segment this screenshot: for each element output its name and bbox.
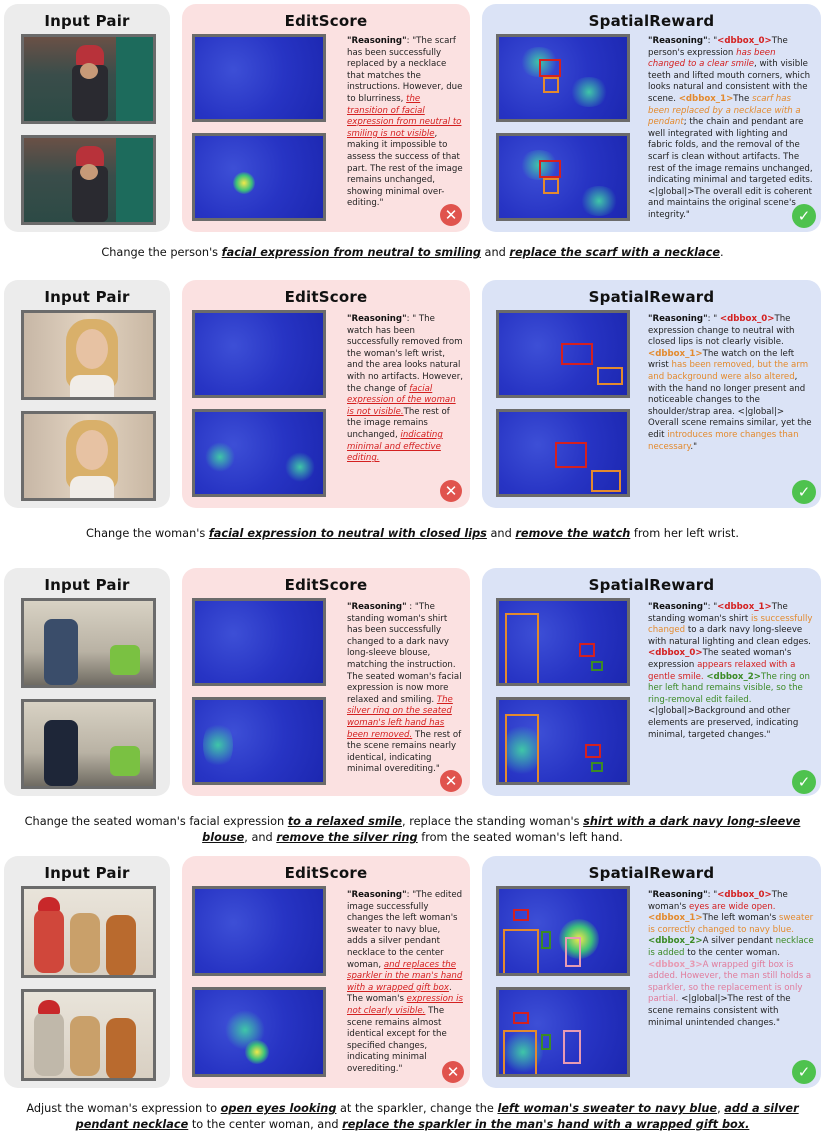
bbox-3 xyxy=(565,937,581,967)
panel-title: Input Pair xyxy=(44,288,130,306)
panel-title: Input Pair xyxy=(44,576,130,594)
text-segment: A silver pendant xyxy=(702,936,776,947)
text-segment: The person's expression xyxy=(648,36,788,58)
bbox-1 xyxy=(597,367,623,385)
bbox-0 xyxy=(539,160,561,178)
bbox-2 xyxy=(591,661,603,671)
editscore-reasoning: "Reasoning": "The edited image successfully changes the left woman's sweater to navy blue, adds a silver pendant necklace to the center woman, and replaces the sparkler in the man's hand with a wrapped gift box. The woman's expression is not clearly visible. The scene remains almost identical except for the specified changes, indicating minimal overediting." xyxy=(347,890,463,1074)
editscore-panel xyxy=(182,568,470,796)
bbox-1 xyxy=(503,1030,537,1076)
heatmap-edited xyxy=(496,697,630,785)
text-segment: from her left wrist. xyxy=(630,527,739,540)
text-segment: The silver ring on the seated woman's left hand has been removed. xyxy=(347,694,453,740)
text-segment: <dbbox_1> xyxy=(717,602,772,612)
bbox-2 xyxy=(591,762,603,772)
spatialreward-reasoning: "Reasoning": "<dbbox_0>The woman's eyes are wide open. <dbbox_1>The left woman's sweater is correctly changed to navy blue. <dbbox_2>A silver pendant necklace is added to the center woman. <dbbox_3>A wrapped gift box is added. However, the man still holds a sparkler, so the replacement is only partial. <|global|>The rest of the scene remains consistent with minimal unintended changes." xyxy=(648,890,814,1028)
reasoning-key: "Reasoning" xyxy=(347,36,407,46)
text-segment: <dbbox_2> xyxy=(706,671,761,682)
cross-icon: ✕ xyxy=(440,770,462,792)
panel-title: SpatialReward xyxy=(588,576,715,594)
panel-title: EditScore xyxy=(284,288,368,306)
text-segment: "The standing woman's shirt has been successfully changed to a dark navy long-sleeve blouse, matching the instruction. The seated woman's facial expression is now more relaxed and smiling. xyxy=(347,602,462,705)
panel-title: EditScore xyxy=(284,864,368,882)
cross-icon: ✕ xyxy=(440,480,462,502)
text-segment: at the sparkler, change the xyxy=(336,1102,498,1115)
input-pair-panel xyxy=(4,4,170,232)
bbox-0 xyxy=(555,442,587,468)
text-segment: shirt with a dark navy long-sleeve blouse xyxy=(202,815,801,844)
panel-title: EditScore xyxy=(284,12,368,30)
text-segment: The woman's xyxy=(648,890,788,912)
heatmap-original xyxy=(192,886,326,976)
panel-title: Input Pair xyxy=(44,12,130,30)
text-segment: sweater is correctly changed to navy blue. xyxy=(648,913,814,935)
text-segment: necklace is added xyxy=(648,936,814,958)
editscore-reasoning: "Reasoning" : "The standing woman's shirt has been successfully changed to a dark navy long-sleeve blouse, matching the instruction. The seated woman's facial expression is now more relaxed and smiling. The silver ring on the seated woman's left hand has been removed. The rest of the scene remains nearly identical, indicating minimal overediting." xyxy=(347,602,462,775)
text-segment: The ring on her left hand remains visible, so the ring-removal edit failed. xyxy=(648,671,810,705)
heatmap-original xyxy=(192,310,326,398)
text-segment: <|global|>The rest of the scene remains consistent with minimal unintended changes." xyxy=(648,994,791,1028)
input-pair-panel xyxy=(4,568,170,796)
bbox-2 xyxy=(541,1034,551,1050)
heatmap-original xyxy=(496,886,630,976)
text-segment: , and xyxy=(244,831,277,844)
input-pair-panel xyxy=(4,856,170,1088)
text-segment: Change the person's xyxy=(101,246,222,259)
text-segment: has been removed, but the arm and background were also altered xyxy=(648,360,809,382)
text-segment: " The watch has been successfully removed from the woman's left wrist, and the area looks natural with no artifacts. However, the change of xyxy=(347,314,463,394)
input-image-original xyxy=(21,886,156,978)
heatmap-original xyxy=(192,34,326,122)
text-segment: the transition of facial expression from neutral to smiling is not visible xyxy=(347,93,462,139)
text-segment: facial expression of the woman is not visible. xyxy=(347,383,456,417)
text-segment: <dbbox_1> xyxy=(648,348,703,359)
text-segment: expression is not clearly visible. xyxy=(347,994,463,1016)
reasoning-key: "Reasoning" xyxy=(648,36,708,46)
panel-title: SpatialReward xyxy=(588,288,715,306)
spatialreward-panel xyxy=(482,4,821,232)
editscore-panel xyxy=(182,280,470,508)
bbox-1 xyxy=(505,714,539,784)
text-segment: facial expression to neutral with closed lips xyxy=(208,527,487,540)
text-segment: facial expression from neutral to smiling xyxy=(221,246,481,259)
text-segment: Change the seated woman's facial expression xyxy=(24,815,288,828)
spatialreward-panel xyxy=(482,856,821,1088)
check-icon: ✓ xyxy=(792,1060,816,1084)
text-segment: and replaces the sparkler in the man's hand with a wrapped gift box xyxy=(347,959,463,993)
text-segment: , with visible teeth and lifted mouth corners, which looks natural and consistent with the scene. xyxy=(648,59,811,104)
text-segment: left woman's sweater to navy blue xyxy=(497,1102,718,1115)
text-segment: <dbbox_0> xyxy=(719,314,775,324)
editscore-reasoning: "Reasoning": "The scarf has been successfully replaced by a necklace that matches the instructions. However, due to blurriness, the transition of facial expression from neutral to smiling is not visible, making it impossible to assess the success of that part. The rest of the image remains unchanged, showing minimal over-editing." xyxy=(347,36,463,209)
reasoning-key: "Reasoning" xyxy=(347,890,407,900)
heatmap-edited xyxy=(496,987,630,1077)
text-segment: to the center woman, and xyxy=(188,1118,343,1131)
text-segment: The rest of the scene remains nearly identical, indicating minimal overediting." xyxy=(347,729,462,775)
text-segment: <dbbox_1> xyxy=(648,913,703,924)
bbox-0 xyxy=(539,59,561,77)
reasoning-key: "Reasoning" xyxy=(648,314,708,324)
bbox-1 xyxy=(505,613,539,686)
panel-title: SpatialReward xyxy=(588,864,715,882)
bbox-2 xyxy=(541,931,551,949)
spatialreward-reasoning: "Reasoning": " <dbbox_0>The expression change to neutral with closed lips is not clearly visible. <dbbox_1>The watch on the left wrist has been removed, but the arm and background were also altered, with the hand no longer present and noticeable changes to the shoulder/strap area. <|global|> Overall scene remains similar, yet the edit introduces more changes than necessary." xyxy=(648,314,812,452)
text-segment: Change the woman's xyxy=(86,527,209,540)
editscore-panel xyxy=(182,4,470,232)
text-segment: . The woman's xyxy=(347,982,452,1005)
input-image-edited xyxy=(21,699,156,789)
text-segment: has been changed to a clear smile xyxy=(648,47,776,70)
text-segment: The xyxy=(733,93,752,104)
text-segment: eyes are wide open. xyxy=(688,901,776,912)
input-image-original xyxy=(21,598,156,688)
text-segment: indicating minimal and effective editing. xyxy=(347,429,443,464)
text-segment: replace the sparkler in the man's hand with a wrapped gift box. xyxy=(342,1118,750,1131)
instruction-caption xyxy=(0,814,825,846)
heatmap-original xyxy=(496,598,630,686)
bbox-0 xyxy=(561,343,593,365)
text-segment: appears relaxed with a gentle smile. xyxy=(648,659,796,682)
text-segment: to the center woman. xyxy=(684,947,780,958)
text-segment: ; the chain and pendant are well integrated with lighting and fabric folds, and the removal of the scarf is clean without artifacts. The rest of the image remains unchanged, indicating minimal and targeted edits. <|global|>The overall edit is coherent and maintains the original scene's integrity." xyxy=(648,117,813,220)
instruction-caption xyxy=(0,526,825,542)
instruction-caption xyxy=(0,1101,825,1133)
example-2 xyxy=(0,280,825,550)
bbox-0 xyxy=(513,909,529,921)
text-segment: , xyxy=(717,1102,725,1115)
example-4 xyxy=(0,856,825,1138)
text-segment: , with the hand no longer present and noticeable changes to the shoulder/strap area. <|global|> Overall scene remains similar, yet the edit xyxy=(648,371,812,440)
text-segment: The standing woman's shirt xyxy=(648,602,788,624)
input-image-edited xyxy=(21,135,156,225)
input-pair-panel xyxy=(4,280,170,508)
heatmap-edited xyxy=(496,409,630,497)
editscore-reasoning: "Reasoning": " The watch has been successfully removed from the woman's left wrist, and the area looks natural with no artifacts. However, the change of facial expression of the woman is not visible.The rest of the image remains unchanged, indicating minimal and effective editing. xyxy=(347,314,463,464)
check-icon: ✓ xyxy=(792,204,816,228)
text-segment: remove the silver ring xyxy=(276,831,418,844)
input-image-edited xyxy=(21,989,156,1081)
heatmap-edited xyxy=(496,133,630,221)
bbox-0 xyxy=(579,643,595,657)
text-segment: . xyxy=(720,246,724,259)
text-segment: " xyxy=(713,602,718,612)
reasoning-key: "Reasoning" xyxy=(347,314,407,324)
text-segment: The watch on the left wrist xyxy=(648,348,795,371)
reasoning-key: "Reasoning" xyxy=(347,602,407,612)
spatialreward-panel xyxy=(482,568,821,796)
text-segment: " xyxy=(713,314,720,324)
example-3 xyxy=(0,566,825,856)
text-segment: introduces more changes than necessary xyxy=(648,429,799,452)
input-image-original xyxy=(21,34,156,124)
text-segment: , replace the standing woman's xyxy=(402,815,584,828)
text-segment: <dbbox_0> xyxy=(717,890,772,900)
spatialreward-reasoning: "Reasoning": "<dbbox_1>The standing woman's shirt is successfully changed to a dark navy long-sleeve with natural lighting and clean edges. <dbbox_0>The seated woman's expression appears relaxed with a gentle smile. <dbbox_2>The ring on her left hand remains visible, so the ring-removal edit failed. <|global|>Background and other elements are preserved, indicating minimal, targeted changes." xyxy=(648,602,813,740)
text-segment: to a relaxed smile xyxy=(287,815,403,828)
text-segment: <dbbox_0> xyxy=(648,648,703,659)
text-segment: <dbbox_0> xyxy=(717,36,772,46)
reasoning-key: "Reasoning" xyxy=(648,890,708,900)
text-segment: scarf has been replaced by a necklace with a pendant xyxy=(648,93,801,128)
text-segment: The scene remains almost identical except for the specified changes, indicating minimal overediting." xyxy=(347,1005,447,1074)
text-segment: from the seated woman's left hand. xyxy=(417,831,623,844)
text-segment: <dbbox_1> xyxy=(678,93,734,104)
text-segment: The seated woman's expression xyxy=(648,648,792,670)
text-segment: " xyxy=(713,36,718,46)
text-segment: add a silver pendant necklace xyxy=(75,1102,799,1131)
panel-title: EditScore xyxy=(284,576,368,594)
bbox-3 xyxy=(563,1030,581,1064)
heatmap-original xyxy=(192,598,326,686)
text-segment: "The edited image successfully changes the left woman's sweater to navy blue, adds a silver pendant necklace to the center woman, xyxy=(347,890,463,970)
text-segment: and xyxy=(486,527,516,540)
check-icon: ✓ xyxy=(792,480,816,504)
text-segment: and xyxy=(480,246,510,259)
input-image-original xyxy=(21,310,156,400)
text-segment: open eyes looking xyxy=(220,1102,337,1115)
bbox-1 xyxy=(543,77,559,93)
text-segment: A wrapped gift box is added. However, the man still holds a sparkler, so the replacement is only partial. xyxy=(648,959,812,1005)
text-segment: <dbbox_3> xyxy=(648,959,703,970)
text-segment: , making it impossible to assess the success of that part. The rest of the image remains unchanged, showing minimal over-editing." xyxy=(347,128,463,209)
check-icon: ✓ xyxy=(792,770,816,794)
bbox-0 xyxy=(513,1012,529,1024)
text-segment: The rest of the image remains unchanged, xyxy=(347,406,450,440)
text-segment: replace the scarf with a necklace xyxy=(509,246,721,259)
bbox-1 xyxy=(543,178,559,194)
text-segment: The expression change to neutral with closed lips is not clearly visible. xyxy=(648,314,795,348)
text-segment: remove the watch xyxy=(515,527,631,540)
cross-icon: ✕ xyxy=(442,1061,464,1083)
heatmap-edited xyxy=(192,409,326,497)
text-segment: is successfully changed xyxy=(648,613,813,636)
heatmap-original xyxy=(496,310,630,398)
example-1 xyxy=(0,0,825,270)
panel-title: SpatialReward xyxy=(588,12,715,30)
editscore-panel xyxy=(182,856,470,1088)
heatmap-edited xyxy=(192,697,326,785)
cross-icon: ✕ xyxy=(440,204,462,226)
spatialreward-reasoning: "Reasoning": "<dbbox_0>The person's expression has been changed to a clear smile, with visible teeth and lifted mouth corners, which looks natural and consistent with the scene. <dbbox_1>The scarf has been replaced by a necklace with a pendant; the chain and pendant are well integrated with lighting and fabric folds, and the removal of the scarf is clean without artifacts. The rest of the image remains unchanged, indicating minimal and targeted edits. <|global|>The overall edit is coherent and maintains the original scene's integrity." xyxy=(648,36,813,220)
text-segment: <dbbox_2> xyxy=(648,936,703,947)
text-segment: ." xyxy=(690,441,698,452)
spatialreward-panel xyxy=(482,280,821,508)
heatmap-edited xyxy=(192,133,326,221)
bbox-0 xyxy=(585,744,601,758)
instruction-caption xyxy=(0,245,825,261)
text-segment: " xyxy=(713,890,718,900)
text-segment: The left woman's xyxy=(702,913,779,924)
text-segment: "The scarf has been successfully replaced by a necklace that matches the instructions. However, due to blurriness, xyxy=(347,36,463,104)
input-image-edited xyxy=(21,411,156,501)
text-segment: Adjust the woman's expression to xyxy=(26,1102,221,1115)
panel-title: Input Pair xyxy=(44,864,130,882)
text-segment: to a dark navy long-sleeve with natural lighting and clean edges. xyxy=(648,625,811,647)
text-segment: <|global|>Background and other elements are preserved, indicating minimal, targeted changes." xyxy=(648,706,799,740)
heatmap-original xyxy=(496,34,630,122)
reasoning-key: "Reasoning" xyxy=(648,602,708,612)
heatmap-edited xyxy=(192,987,326,1077)
bbox-1 xyxy=(503,929,539,975)
bbox-1 xyxy=(591,470,621,492)
